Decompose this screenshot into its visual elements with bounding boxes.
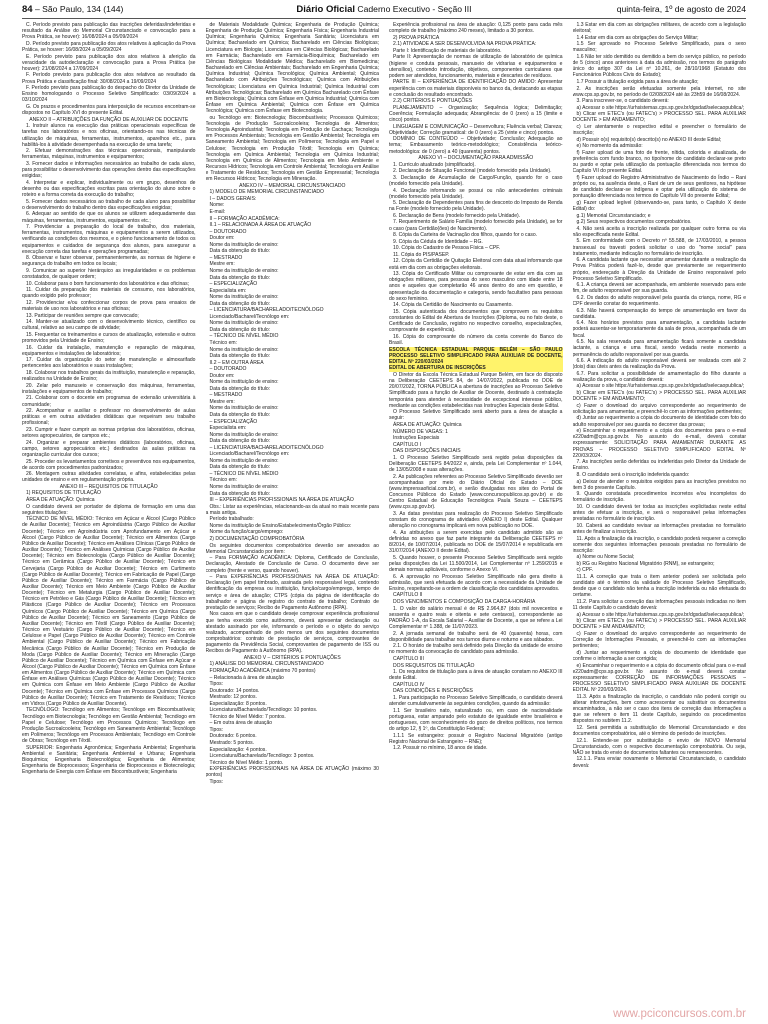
paragraph: d) Juntar ao requerimento a cópia do documento de identidade com foto do adulto responsável por seu guarda no decorrer das provas; [572, 415, 746, 428]
section-heading: ANEXO VI – DOCUMENTAÇÃO PARA ADMISSÃO [418, 155, 534, 162]
paragraph: 2. Efetuar demonstrações das técnicas operacionais, manipulando ferramentas, máquinas, instrumentos e equipamentos; [22, 148, 196, 161]
paragraph: – TÉCNICO DE NÍVEL MÉDIO [209, 470, 279, 477]
publication-date: quinta-feira, 1º de agosto de 2024 [616, 4, 746, 14]
paragraph: 2) DOCUMENTAÇÃO COMPROBATÓRIA [209, 535, 305, 542]
paragraph: Data da obtenção do título: [209, 490, 271, 497]
paragraph: Nome da função/cargo/emprego: [209, 529, 284, 536]
paragraph: O Diretor da Escola Técnica Estadual Parque Belém, em face do disposto na Deliberação CEETEPS 84, de 14/07/2022, publicada no DOE de 20/07/2022, TORNA PÚBLICA a abertura de inscrições ao Processo Seletivo Simplificado para a função de Auxiliar de Docente, destinado à contratação temporária para atender à necessidade de excepcional interesse público, mediante as condições estabelecidas nas Instruções Especiais deste Edital. [389, 371, 563, 409]
paragraph: G. Os prazos e procedimentos para interposição de recursos encontram-se dispostos no Capítulo XVI do presente Edital. [22, 103, 196, 117]
paragraph: a) Acessar o site https://urhsistemas.cps.sp.gov.br/dgsdad/selecaopublica/; [576, 104, 745, 111]
paragraph: c) Ler atentamente o respectivo edital e preencher o formulário de inscrição; [572, 124, 746, 137]
paragraph: Licenciado/Bacharel/Tecnólogo em: [209, 313, 290, 320]
watermark: www.pciconcursos.com.br [613, 1008, 746, 1020]
paragraph: Licenciatura/Bacharelado/Tecnólogo: 3 pontos. [209, 753, 315, 760]
paragraph: Doutorado: 14 pontos. [209, 687, 260, 694]
paragraph: 7. Requerimento de Salário Família (modelo fornecido pela Unidade), se for o caso (para Certidão(ões) de Nascimento). [389, 219, 563, 232]
column-3 [389, 22, 563, 1012]
paragraph: DOS REQUISITOS DE TITULAÇÃO [393, 662, 475, 669]
paragraph: f) Fazer upload de uma foto de frente, nítida, colorida e atualizada, de preferência com fundo branco, no tipo/nome do candidato declarar-se preto ou pardo e optar pela utilização da pontuação diferenciada nos termos do Capítulo VII do presente Edital. [572, 149, 746, 175]
paragraph: Doutor em: [209, 235, 235, 242]
paragraph: Doutorado: 6 pontos. [209, 733, 257, 740]
paragraph: – MESTRADO [209, 254, 243, 261]
paragraph: Data da obtenção do título: [209, 464, 271, 471]
paragraph: e) Encaminhar o requerimento e a cópia do documento oficial para o e-mail e220adm@cps.sp.gov.br. No assunto do e-mail deverá constar expressamente: CORREÇÃO DE INFORMAÇÕES PESSOAIS – PROCESSO SELETIVO SIMPLIFICADO PARA AUXILIAR DE DOCENTE EDITAL Nº 220/03/2024. [572, 662, 746, 694]
paragraph: Data da obtenção do título: [209, 438, 271, 445]
column-4 [573, 22, 747, 1012]
paragraph: b) Clicar em ETEC's (ou FATEC's) > PROCESSO SEL. PARA AUXILIAR DOCENTE > EM ANDAMENTO; [572, 390, 746, 403]
paragraph: 2.1) ATIVIDADE A SER DESENVOLVIDA NA PROVA PRÁTICA: [393, 41, 537, 48]
paragraph: 7. Providenciar a preparação do local de trabalho, dos materiais, ferramentas, instrumentos, máquinas e equipamentos a serem utilizados, verificando as condições dos mesmos, e o pleno funcionamento de todos os equipamentos e cuidados de segurança dos alunos, para assegurar a execução correta das tarefas e operações programadas; [22, 224, 196, 255]
paragraph: – TÉCNICO DE NÍVEL MÉDIO [209, 333, 279, 340]
paragraph: Nome: [209, 202, 225, 209]
paragraph: 9. Quando constatada procedimentos incorretos e/ou incompletos do formulário de inscrição. [572, 491, 746, 504]
paragraph: 11. Cuidar da preparação dos materiais de consumo, nos laboratórios, quando exigido pelo professor; [22, 287, 196, 300]
paragraph: Nos casos em que o candidato deseje comprovar experiência profissional que tenha exercido como autônomo, deverá apresentar declaração ou atestado assinado por ele, informando o período e o objeto do serviço realizado, acompanhado de pelo menos um dos seguintes documentos comprobatórios: contrato de prestação de serviços, comprovantes de pagamento da Previdência Social, comprovantes de pagamento de ISS ou Recibos de Pagamento à Autônomo (RPA). [205, 611, 379, 655]
paragraph: – Para EXPERIÊNCIAS PROFISSIONAIS NA ÁREA DE ATUAÇÃO: Declaração (em papel timbrado, assinada pelo responsável legal, contendo identificação da empresa ou instituição, função/cargo/emprego, tempo de serviço e área de atuação; CTPS (cópia da página de identificação do trabalhador e página de registro do contrato de trabalho; Contrato de prestação de serviços; Recibo de Pagamento Autônomo (RPA). [205, 574, 379, 611]
paragraph: Data da obtenção do título: [209, 300, 271, 307]
paragraph: CAPÍTULO IV [393, 681, 425, 688]
paragraph: 1.1.1 Se estrangeiro: possuir o Registro Nacional Migratório (antigo Registro Nacional de Estrangeiro – RNE); [389, 732, 563, 745]
paragraph: Nome da instituição de ensino: [209, 484, 279, 490]
paragraph: 6.1. A criança deverá ser acompanhada, em ambiente reservado para este fim, de adulto responsável por sua guarda. [572, 282, 746, 295]
paragraph: 3. As datas previstas para realização do Processo Seletivo Simplificado constam do cronograma de atividades (ANEXO I) deste Edital. Qualquer alteração no cronograma implicará em nova publicação no DOE. [389, 510, 563, 530]
paragraph: 1) MODELO DE MEMORIAL CIRCUNSTANCIADO [209, 189, 324, 196]
paragraph: Os seguintes documentos comprobatórios deverão ser anexados ao Memorial Circunstanciado por item: [205, 542, 379, 555]
paragraph: Nome da instituição de ensino: [209, 346, 279, 353]
paragraph: III – EXPERIÊNCIAS PROFISSIONAIS NA ÁREA DE ATUAÇÃO [209, 497, 354, 504]
paragraph: Nome da instituição de Ensino/Estabelecimento/Órgão Público: [209, 522, 352, 529]
paragraph: 4. Não será aceita a inscrição realizada por qualquer outro forma ou via não especificada neste Edital. [572, 225, 746, 238]
paragraph: Parte I: Identificação de materiais de laboratório. [393, 47, 502, 54]
paragraph: 15. Cópia autenticada dos documentos que comprovem os requisitos constantes do Edital de Abertura de Inscrições (Diploma, ou no fato deste, o Certificado de Conclusão, registro no respectivo conselho, especializações, comprovante de experiência). [389, 308, 563, 334]
paragraph: Técnico de Nível Médio: 1 ponto. [209, 759, 284, 766]
paragraph: TÉCNICO DE NÍVEL MÉDIO: Técnico em Açúcar e Álcool (Cargo Público de Auxiliar Docente); Técnico em Agroindústria (Cargo Público de Auxiliar Docente); Técnico em Agroindústria com Aprofundamento em Açúcar e Álcool (Cargo Público de Auxiliar Docente); Técnico em Alimentos (Cargo Público de Auxiliar Docente); Técnico em Análises Clínicas (Cargo Público de Auxiliar Docente); Técnico em Análises Químicas (Cargo Público de Auxiliar Docente); Técnico em Biotecnologia (Cargo Público de Auxiliar Docente); Técnico em Cerâmica (Cargo Público de Auxiliar Docente); Técnico em Cervejaria (Cargo Público de Auxiliar Docente); Técnico em Curtimento (Cargo Público de Auxiliar Docente); Técnico em Fabricação de Papel (Cargo Público de Auxiliar Docente); Técnico em Farmácia (Cargo Público de Auxiliar Docente); Técnico em Meio Ambiente (Cargo Público de Auxiliar Docente); Técnico em Metalurgia (Cargo Público de Auxiliar Docente); Técnico em Petróleo e Gás (Cargo Público de Auxiliar Docente); Técnico em Plásticos (Cargo Público de Auxiliar Docente); Técnico em Processos Químicos (Cargo Público de Auxiliar Docente); Técnico em Química (Cargo Público de Auxiliar Docente); Técnico em Saneamento (Cargo Público de Auxiliar Docente); Técnico em Têxtil (Cargo Público de Auxiliar Docente); Técnico em Vestuário (Cargo Público de Auxiliar Docente); Técnico em Celulose e Papel (Cargo Público de Auxiliar Docente); Técnico em Controle Ambiental (Cargo Público de Auxiliar Docente); Técnico em Fabricação Mecânica (Cargo Público de Auxiliar Docente); Técnico em Produção de Moda (Cargo Público de Auxiliar Docente); Técnico em Mineração (Cargo Público de Auxiliar Docente); Técnico em Química com Ênfase em Açúcar e Álcool (Cargo Público de Auxiliar Docente); Técnico em Química com Ênfase em Alimentos (Cargo Público de Auxiliar Docente); Técnico em Química com Ênfase em Análises Químicas (Cargo Público de Auxiliar Docente); Técnico em Química com Ênfase em Meio Ambiente (Cargo Público de Auxiliar Docente); Técnico em Química com Ênfase em Processos Químicos (Cargo Público de Auxiliar Docente); Técnico em Tratamento de Resíduos; Técnico em Vidros (Cargo Público de Auxiliar Docente). [22, 516, 196, 707]
paragraph: CAPÍTULO III [393, 655, 424, 662]
paragraph: 4. As atribuições a serem exercidas pelo candidato admitido são as definidas no anexo que faz parte integrante da Deliberação CEETEPS nº 8/2014, de 10/07/2014, publicada no DOE de 15/07/2014 e republicada em 31/07/2014 (ANEXO II deste Edital). [389, 529, 563, 555]
paragraph: 6.7. Para solicitar a possibilidade de amamentação do filho durante a realização da prova, o candidato deverá: [572, 370, 746, 383]
paragraph: 12. Será permitida a substituição do Memorial Circunstanciado e dos documentos comprobatórios, até o término do período de inscrições. [572, 724, 746, 738]
paragraph: 10. Cópia do Cadastro de Pessoa Física – CPF. [393, 245, 501, 252]
paragraph: F. Período previsto para publicação dos atos relativos ao resultado da Prova Prática e classificação final: 30/08/2024 a 19/09/2024 [22, 72, 196, 85]
paragraph: NÚMERO DE VAGAS: 1 [393, 428, 448, 435]
paragraph: c) CPF. [576, 567, 594, 574]
paragraph: de Materiais Modalidade Química; Engenharia de Produção Química; Engenharia de Produção Química; Engenharia Física; Engenharia Industrial Química; Engenharia Química; Engenharia Sanitária; Licenciatura em Química; Bacharelado em Química; Bacharelado em Ciências Biológicas; Licenciatura em Biologia; Licenciatura em Ciências Biológicas; Bacharelado em Farmácia; Bacharelado em Farmácia-Bioquímica; Bacharelado em Ciências Biológicas Modalidade Médica; Bacharelado em Biomedicina; Bacharelado em Ciências Ambientais; Bacharelado em Engenharia Química; Química Industrial; Química Tecnológica; Química Ambiental; Química Bacharelado com Atribuições Tecnológicas; Química com Atribuições Tecnológicas; Licenciatura em Química Industrial; Química Industrial com Atribuições Tecnológicas; Bacharelado em Química Bacharelado com Ênfase em Biotecnologia; Química com Ênfase em Química Industrial; Química com Ênfase em Química Ambiental; Química com Ênfase em Química Tecnológica; Química com Ênfase em Biotecnologia. [205, 22, 379, 115]
paragraph: 8. O candidato será o inscrição indeferida quando: [576, 471, 690, 478]
paragraph: 8. Observar e fazer observar, permanentemente, as normas de higiene e segurança do trabalho em todos os locais; [22, 255, 196, 268]
paragraph: CAPÍTULO I [393, 441, 422, 448]
paragraph: 11. Após a finalização da inscrição, o candidato poderá requerer a correção somente dos seguintes informações pessoais prestadas no formulário de inscrição: [572, 535, 746, 554]
journal-title: Diário Oficial [296, 4, 356, 15]
paragraph: Nome da instituição de ensino: [209, 294, 279, 301]
paragraph: g.2) Seus respectivos documentos comprobatórios. [576, 219, 692, 226]
paragraph: ÁREA DE ATUAÇÃO: Química [26, 497, 95, 503]
paragraph: c) Fazer o download do arquivo correspondente ao requerimento de Correção de Informações Pessoais, e preenchê-lo com as informações pertinentes; [572, 630, 746, 650]
paragraph: 1) ANÁLISE DO MEMORIAL CIRCUNSTANCIADO [209, 661, 324, 668]
paragraph: D. Período previsto para publicação dos atos relativos à aplicação da Prova Prática, se houver: 16/08/2024 a 05/09/2024 [22, 40, 196, 54]
paragraph: 18. Colaborar nos trabalhos gerais da instituição, manutenção e reparação, realizados na Unidade de Ensino; [22, 369, 196, 383]
paragraph: Tipos: [209, 778, 224, 785]
paragraph: Parte II: Apresentação de normas de utilização de laboratório de química (higiene e conduta pessoais, manuseio de vidrarias e equipamentos e utensílios), contendo introdução, objetivos, componentes curriculares que podem ser atendidos, funcionamento, materiais e descartes de resíduos. [389, 54, 563, 79]
paragraph: SUPERIOR: Engenharia Agronômica; Engenharia Ambiental; Engenharia Ambiental e Sanitária; Engenharia Ambiental e Urbana; Engenharia Bioquímica; Engenharia Biotecnológica; Engenharia de Alimentos; Engenharia de Bioprocessos; Engenharia de Bioprocessos e Biotecnologia; Engenharia de Energia com Ênfase em Biocombustíveis; Engenharia [22, 744, 196, 776]
paragraph: 2. Declaração de Situação Funcional (modelo fornecido pela Unidade). [393, 168, 552, 175]
paragraph: PLANEJAMENTO – Organização; Sequência lógica; Delimitação; Coerência; Formulação adequada; Abrangência: de 0 (zero) a 15 (limite e cinco) pontos. [389, 104, 563, 124]
paragraph: 1.3 Estar em dia com as obrigações militares, de acordo com a legislação eleitoral; [572, 22, 746, 35]
paragraph: g) Fazer upload legível (observando-se, para tanto, o Capítulo X deste Edital) do: [572, 199, 746, 212]
paragraph: 1.6 Não ter sido demitido ou demitido a bem do serviço público, no período de 5 (cinco) anos anteriores à data da admissão, nos termos do parágrafo único do artigo 307 da Lei nº 10.261, de 28/10/1968 (Estatuto dos Funcionários Públicos Civis do Estado); [572, 53, 746, 79]
paragraph: 5. Fornecer dados necessários ao trabalho de cada aluno para possibilitar o desenvolvimento do trabalho dentro das especificações exigidas; [22, 198, 196, 211]
paragraph: 11.1. A correção que trata o item anterior poderá ser solicitada pelo candidato até o término da validade do Processo Seletivo Simplificado, desde que o candidato não tenha a inscrição indeferida ou não efetuada do certame. [572, 574, 746, 599]
page-header [22, 4, 746, 19]
text-columns [22, 22, 746, 1012]
paragraph: Data da obtenção do título: [209, 274, 271, 281]
section-heading: ANEXO III – REQUISITOS DE TITULAÇÃO [59, 483, 158, 490]
paragraph: Obs.: Listar as experiências, relacionando-as da atual no mais recente para a mais antiga. [205, 503, 379, 516]
paragraph: Técnico em: [209, 339, 237, 346]
paragraph: 2. A jornada semanal de trabalho será de 40 (quarenta) horas, com disponibilidade para trabalhar nos turnos diurno e noturno e aos sábados. [389, 630, 563, 643]
paragraph: – Em outra área de atuação [209, 720, 273, 727]
paragraph: 21. Colaborar com o docente em programas de extensão universitária à comunidade; [22, 395, 196, 408]
paragraph: I – DADOS GERAIS: [209, 195, 257, 202]
paragraph: Técnico em: [209, 477, 237, 484]
paragraph: Nome da instituição de ensino: [209, 405, 279, 412]
paragraph: Mestre em: [209, 398, 235, 405]
paragraph: Licenciado/Bacharel/Tecnólogo em: [209, 451, 290, 458]
page-number: 84 [22, 4, 33, 15]
paragraph: 1. Para participação no Processo Seletivo Simplificado, o candidato deverá atender cumulativamente às seguintes condições, quando da admissão: [389, 694, 563, 708]
paragraph: Data da obtenção do título: [209, 411, 271, 418]
paragraph: DAS DISPOSIÇÕES INICIAIS [393, 448, 461, 455]
paragraph: 14. Manter-se atualizado com o desenvolvimento técnico, científico ou cultural, relativo ao seu campo de atividade; [22, 319, 196, 332]
paragraph: 17. Cuidar da organização do setor de manutenção e almoxarifado pertencentes aos laboratórios e suas instalações; [22, 357, 196, 370]
paragraph: Doutor em: [209, 372, 235, 379]
journal-section: Caderno Executivo - Seção III [357, 4, 472, 14]
paragraph: a) Acessar o site https://urhsistemas.cps.sp.gov.br/dgsdad/selecaopublica/; [576, 383, 745, 390]
paragraph: Nome da instituição de ensino: [209, 379, 279, 386]
paragraph: g.1) Memorial Circunstanciado; e [576, 212, 651, 219]
paragraph: Data da obtenção do título: [209, 248, 271, 255]
paragraph: 12. Cópia da Certidão de Quitação Eleitoral com data atual informando que está em dia com as obrigações eleitorais. [389, 258, 563, 271]
paragraph: Mestrado: 12 pontos. [209, 694, 257, 701]
section-heading: ANEXO V – CRITÉRIOS E PONTUAÇÕES [243, 654, 341, 661]
paragraph: Nome da instituição de ensino: [209, 457, 279, 464]
paragraph: a) Deixar de atender o requisitos exigidos para as inscrições previstos no item 3 do presente Capítulo. [572, 478, 746, 491]
paragraph: 12. Providenciar e/ou confeccionar corpos de prova para ensaios de materiais de uso nos laboratórios e nas oficinas; [22, 299, 196, 313]
paragraph: Nome da instituição de ensino: [209, 431, 279, 438]
section-heading: ANEXO IV – MEMORIAL CIRCUNSTANCIADO [239, 182, 346, 189]
paragraph: 1. Instruir alunos na execução das práticas operacionais específicas de tarefas nos laboratórios e nos oficinas, orientando-os nas técnicas de utilização de máquinas, ferramentas, instrumentos, aparelhos etc., para habilitá-los à atividade desempenhada na execução de uma tarefa; [22, 123, 196, 148]
paragraph: DOMÍNIO DE CONTEÚDO – Objetividade; Conclusão; Adequação ao tema; Embasamento teórico-metodológico; Consistência teórico-metodológica: de 0 (zero) a 40 (quarenta) pontos. [389, 136, 563, 155]
paragraph: 1. Os requisitos de titulação para a área de atuação constam no ANEXO III deste Edital. [389, 669, 563, 682]
paragraph: 8. Cópia da Carteira de Vacinação dos filhos, quando for o caso. [393, 232, 538, 239]
paragraph: – Para FORMAÇÃO ACADÊMICA: Diploma, Certificado de Conclusão, Declaração, Atestado de Conclusão de Curso. O documento deve ser completo (frente e verso, quando houver). [205, 555, 379, 574]
paragraph: c) Fazer o download do arquivo correspondente ao requerimento de solicitação para amamentar, e preenchê-lo com as informações pertinentes; [572, 402, 746, 415]
paragraph: 3. Para inscrever-se, o candidato deverá: [576, 98, 669, 105]
paragraph: 2. As publicações referentes ao Processo Seletivo Simplificado deverão ser acompanhadas por meio do Diário Oficial do Estado – DOE (www.imprensaoficial.com.br), e serão divulgadas nos sites do Portal de Concursos Públicos do Estado (www.concursopublicos.sp.gov.br) e do Centro Estadual de Educação Tecnológica Paula Souza – CEETEPS (www.cps.sp.gov.br). [389, 473, 563, 511]
paragraph: 13. Participar de reuniões sempre que convocado; [26, 312, 139, 319]
paragraph: Nome da instituição de ensino: [209, 241, 279, 248]
paragraph: II.2 – EM OUTRA ÁREA [209, 359, 264, 366]
paragraph: 6.2. Os dados do adulto responsável pela guarda da criança, nome, RG e CPF deverão constar do requerimento. [572, 294, 746, 308]
paragraph: e) No momento da admissão: [576, 143, 643, 150]
paragraph: EXPERIÊNCIAS PROFISSIONAIS NA ÁREA DE ATUAÇÃO (máximo 30 pontos) [205, 766, 379, 779]
paragraph: e) Encaminhar o requerimento e a cópia dos documentos para o e-mail e220adm@cps.sp.gov.br. No assunto do e-mail, deverá constar expressamente: SOLICITAÇÃO PARA AMAMENTAR DURANTE AS PROVAS – PROCESSO SELETIVO SIMPLIFICADO EDITAL Nº 220/03/2024. [572, 428, 746, 459]
paragraph: TECNÓLOGO: Tecnólogo em Alimentos; Tecnólogo em Biocombustíveis; Tecnólogo em Biotecnologia; Tecnólogo em Gestão Ambiental; Tecnólogo em Papel e Celulose; Tecnólogo em Processos Químicos; Tecnólogo em Produção Sucroalcooleira; Tecnólogo em Saneamento Ambiental; Tecnólogo em Polímeros; Tecnólogo em Processos Ambientais; Tecnólogo em Controle de Obras; Tecnólogo em Têxtil. [22, 707, 196, 745]
paragraph: b) Clicar em ETEC's (ou FATEC's) > PROCESSO SEL. PARA AUXILIAR DOCENTE > EM ANDAMENTO; [572, 618, 746, 631]
paragraph: II – FORMAÇÃO ACADÊMICA: [209, 215, 280, 222]
paragraph: Mestrado: 5 pontos. [209, 740, 255, 747]
paragraph: a) Nome ou Nome Social; [576, 554, 635, 561]
paragraph: F. Período previsto para publicação do despacho do Diretor da Unidade de Ensino homologando o Processo Seletivo Simplificado: 03/09/2024 a 03/10/2024 [22, 85, 196, 104]
paragraph: II.1 – RELACIONADA À ÁREA DE ATUAÇÃO [209, 222, 312, 229]
paragraph: – LICENCIATURA/BACHARELADO/TECNÓLOGO [209, 307, 324, 314]
paragraph: d) Juntar ao requerimento a cópia do documento de identidade que confirme o informação a ser corrigida; [572, 649, 746, 662]
paragraph: 10. Caberá ao candidato revisar as informações prestadas no formulário antes de finalizar a inscrição. [572, 522, 746, 535]
paragraph: 14. Cópia da Certidão de Nascimento ou Casamento. [393, 302, 513, 309]
paragraph: 6. Declaração de Bens (modelo fornecido pela Unidade). [393, 212, 521, 219]
paragraph: 25. Proceder os levantamentos corretivos e preventivos nos equipamentos, de acordo com procedimentos padronizados; [22, 458, 196, 471]
paragraph: 12.1. Entende-se por substituição o envio de NOVO Memorial Circunstanciado, com o respectivo documentação comprobatória. Ou seja, NÃO se trata do envio de documentos faltantes ou remanescentes. [572, 737, 746, 756]
paragraph: 4. Interpretar e explicar, individualmente ou em grupo, desenhos de desenho ou das especificações escritas para orientação do aluno sobre o roteiro e a forma correta da execução do trabalho; [22, 179, 196, 199]
paragraph: 11. Cópia do PIS/PASEP. [393, 251, 450, 258]
paragraph: DOS VENCIMENTOS E COMPOSIÇÃO DA CARGA-HORÁRIA [393, 599, 536, 606]
paragraph: Período trabalhado: [209, 516, 254, 523]
paragraph: 6. A aprovação no Processo Seletivo Simplificado não gera direito à admissão, que será efetuada de acordo com a necessidade da Unidade de Ensino, respeitando-se a ordem de classificação dos candidatos aprovados. [389, 573, 563, 592]
paragraph: 6.5. Na sala reservada para amamentação ficará somente a candidata lactante, a criança e uma fiscal, sendo vedada neste momento a permanência do adulto responsável por sua guarda. [572, 339, 746, 358]
paragraph: 1) REQUISITOS DE TITULAÇÃO [26, 490, 101, 497]
paragraph: d) Possuir o(s) requisito(s) descrito(s) no ANEXO III deste Edital; [576, 136, 722, 143]
paragraph: 6.4. Nos horários previstos para amamentação, a candidata lactante poderá ausentar-se temporariamente da sala de prova, acompanhada de um fiscal. [572, 320, 746, 339]
paragraph: FORMAÇÃO ACADÊMICA (máximo 70 pontos) [209, 668, 316, 674]
paragraph: 2) PROVA PRÁTICA [393, 34, 440, 41]
paragraph: Nome da instituição de ensino: [209, 320, 279, 327]
paragraph: 24. Organizar e preparar ambientes didáticos (laboratórios, oficinas, campo, setores agropecuários etc.) destinados às aulas práticas na organização curricular dos cursos; [22, 439, 196, 458]
paragraph: 1.7 Possuir a titulação exigida para a área de atuação; [576, 78, 699, 85]
paragraph: 1.5 Ser aprovado no Processo Seletivo Simplificado, para o sexo masculino; [572, 41, 746, 54]
paragraph: Nome da instituição de ensino: [209, 267, 279, 274]
paragraph: Especialista em: [209, 287, 247, 294]
paragraph: 2.2) CRITÉRIOS E PONTUAÇÕES [393, 98, 473, 105]
paragraph: 2. As inscrições serão efetuadas somente pela internet, no site www.cps.sp.gov.br, no período de 02/08/2024 até às 23h59 de 16/08/2024. [572, 85, 746, 98]
paragraph: 11.2. Para solicitar a correção das informações pessoais indicadas no item 11 deste Capítulo o candidato deverá: [572, 599, 746, 612]
paragraph: – Relacionada à área de atuação [209, 674, 284, 681]
paragraph: ou Tecnólogo em: Biotecnologia; Biocombustíveis; Processos Químicos; Tecnologia de Produção Sucroalcooleira; Tecnologia de Alimentos; Tecnologia Agroindustrial; Tecnologia em Produção de Cachaça; Tecnologia em Processos Ambientais; Tecnologia em Gestão Ambiental; Tecnologia em Saneamento Ambiental; Tecnologia em Polímeros; Tecnologia em Papel e Celulose; Tecnologia em Produção Têxtil; Tecnologia em Química; Tecnologia em Química Ambiental; Tecnologia em Química Industrial; Tecnologia em Química de Alimentos; Tecnologia em Meio Ambiente e Recursos Hídricos; Tecnologia em Controle Ambiental; Tecnologia em Análise e Tratamento de Resíduos; Tecnologia em Gestão Empresarial; Tecnologia em Recursos Hídricos; Tecnologia em Mineração. [205, 114, 379, 183]
paragraph: Data da obtenção do título: [209, 326, 271, 333]
paragraph: 5. Quando houver, o presente Processo Seletivo Simplificado será regido pelas disposições da Lei 11.500/2014, Lei Complementar nº 1.259/2015 e demais normas aplicáveis, conforme o Anexo VI. [389, 554, 563, 574]
paragraph: 20. Zelar pelo manuseio e conservação dos máquinas, ferramentas, instalações e equipamentos de trabalho; [22, 382, 196, 395]
paragraph: – DOUTORADO [209, 228, 247, 235]
paragraph: CAPÍTULO II [393, 592, 423, 599]
paragraph: 9. Comunicar ao superior hierárquico as irregularidades e os problemas constatados, de qualquer ordem; [22, 267, 196, 281]
paragraph: 10. Colaborar para o bom funcionamento dos laboratórios e das oficinas; [26, 280, 189, 287]
paragraph: 2.1. O horário de trabalho será definido pela Direção da unidade de ensino no momento da convocação do candidato para admissão. [389, 643, 563, 656]
paragraph: a) Acessar o site https://urhsistemas.cps.sp.gov.br/dgsdad/selecaopublica/; [576, 611, 745, 618]
paragraph: 15. Frequentar os treinamentos e cursos de atualização, extensão e outros promovidos pela Unidade de Ensino; [22, 331, 196, 345]
paragraph: LINGUAGEM E COMUNICAÇÃO – Desenvoltura; Fluência verbal; Clareza; Objetividade; Correção gramatical: de 0 (zero) a 25 (vinte e cinco) pontos. [389, 123, 563, 136]
paragraph: – LICENCIATURA/BACHARELADO/TECNÓLOGO [209, 444, 324, 451]
paragraph: ÁREA DE ATUAÇÃO: Química [393, 421, 462, 428]
paragraph: 16. Cuidar da instalação, manutenção e reparação de máquinas, equipamentos e instalações de laboratórios; [22, 344, 196, 357]
paragraph: 11.3. Após a finalização da inscrição, o candidato não poderá corrigir ou alterar informações, bem como acrescentar ou substituir os documentos encaminhados, a não ser o caso dos itens de correção das informações a que se referem o item 11 deste Capítulo, seguindo os procedimentos dispostos no subitem 11.2. [572, 693, 746, 725]
paragraph: 3. Declaração de Acumulação de Cargo/Função, quando for o caso (modelo fornecido pela Unidade). [389, 174, 563, 187]
paragraph: 16. Cópia do comprovante do número da conta corrente do Banco do Brasil. [389, 333, 563, 346]
paragraph: 5. Declaração de Dependentes para fins de desconto do Imposto de Renda na Fonte (modelo fornecido pela Unidade). [389, 200, 563, 213]
paragraph: Mestre em: [209, 261, 235, 268]
paragraph: Tipos: [209, 726, 224, 733]
paragraph: 10. O candidato deverá ter todas as inscrições explicitadas neste edital antes de efetuar a inscrição, e será o responsável pelas informações prestadas no formulário de inscrição. [572, 503, 746, 523]
paragraph: – MESTRADO [209, 392, 243, 399]
paragraph: 12.1.1. Para enviar novamente o Memorial Circunstanciado, o candidato deverá: [572, 756, 746, 769]
paragraph: 4. Declaração informando se possui ou não antecedentes criminais (modelo fornecido pela Unidade). [389, 187, 563, 200]
paragraph: Especialização: 8 pontos. [209, 700, 267, 707]
paragraph: 26. Montagem outras atividades correlatas, e afins, estabelecidas pelas unidades de ensino e em regulamentação própria. [22, 471, 196, 484]
section-heading: ANEXO II – ATRIBUIÇÕES DA FUNÇÃO DE AUXILIAR DE DOCENTE [29, 116, 189, 123]
paragraph: – DOUTORADO [209, 366, 247, 373]
paragraph: Experiência profissional na área de atuação: 0,125 ponto para cada mês completo de trabalho (máximo 240 meses), limitado a 30 pontos. [389, 22, 563, 35]
paragraph: – ESPECIALIZAÇÃO [209, 281, 258, 288]
highlighted-heading: ESCOLA TÉCNICA ESTADUAL PARQUE BELÉM – SÃO PAULO PROCESSO SELETIVO SIMPLIFICADO PARA AUXILIAR DE DOCENTE, EDITAL Nº 220/03/2024 [389, 346, 563, 365]
paragraph: Instruções Especiais [393, 435, 440, 442]
paragraph: Especialista em: [209, 425, 247, 432]
paragraph: Tipos: [209, 681, 224, 688]
paragraph: f) Fazer upload do Registro Administrativo de Nascimento do Índio – Rani próprio ou, na ausência deste, o Rani de um de seus genitores, na hipótese de candidato declarar-se indígena e optar pela utilização do sistema de pontuação diferenciada nos termos do Capítulo VII do presente Edital; [572, 174, 746, 200]
column-1 [22, 22, 196, 1012]
paragraph: O Processo Seletivo Simplificado será aberto para a área de atuação a seguir: [389, 409, 563, 422]
paragraph: O candidato deverá ser portador de diploma de formação em uma das seguintes titulações: [22, 503, 196, 516]
paragraph: Data da obtenção do título: [209, 353, 271, 360]
paragraph: Licenciatura/Bacharelado/Tecnólogo: 10 pontos. [209, 707, 318, 714]
highlighted-heading: EDITAL DE ABERTURA DE INSCRIÇÕES [389, 365, 563, 371]
paragraph: 6. Adequar ao sentido de que os alunos se utilizem adequadamente das máquinas, ferramentas, instrumentos, equipamentos etc.; [22, 211, 196, 224]
paragraph: 1.2. Possuir no mínimo, 18 anos de idade. [393, 745, 488, 752]
paragraph: 1. Curriculo atualizado (simplificado). [393, 161, 476, 168]
paragraph: 7. As inscrições serão deferidas ou indeferidas pelo Diretor da Unidade de Ensino. [572, 459, 746, 472]
paragraph: Técnico de Nível Médio: 7 pontos. [209, 713, 286, 720]
paragraph: PARTE III – EXPERIÊNCIA DE IDENTIFICAÇÃO DO AMIDO: Apresentar experiência com os materiais disponíveis no banco da, destacando as etapas e conclusão do resultado encontrado. [389, 79, 563, 98]
paragraph: 5. Em conformidade com o Decreto nº 55.588, de 17/03/2010, a pessoa transexual ou travesti poderá solicitar o uso do "nome social" para tratamento, mediante indicação no formulário de inscrição. [572, 238, 746, 257]
paragraph: 1. O Processo Seletivo Simplificado será regido pelas disposições da Deliberação CEETEPS 84/2022 e, ainda, pela Lei Complementar nº 1.044, de 13/05/2008 e suas alterações. [389, 454, 563, 473]
location-edition: – São Paulo, 134 (144) [34, 4, 124, 14]
paragraph: 3. Fornecer dados e informações necessários ao trabalho de cada aluno, para possibilitar o desenvolvimento das operações dentro das especificações exigidas; [22, 160, 196, 180]
paragraph: 6.6. A indicação do adulto responsável deverá ser realizada com até 2 (dois) dias úteis antes da realização da Prova. [572, 358, 746, 371]
paragraph: Data da obtenção do título: [209, 385, 271, 392]
paragraph: E-mail: [209, 209, 226, 216]
paragraph: 1. O valor do salário mensal é de R$ 2.964,87 (dois mil novecentos e sessenta e quatro reais e oitenta e sete centavos), correspondente ao PADRÃO 1-A, da Escala Salarial – Auxiliar de Docente, a que se refere a Lei Complementar nº 1.388, de 11/07/2023. [389, 605, 563, 631]
paragraph: C. Período previsto para publicação das inscrições deferidas/indeferidas e resultado da Análise do Memorial Circunstanciado e convocação para a Prova Prática, se houver): 16/08/2024 a 05/09/2024 [22, 22, 196, 41]
paragraph: b) Clicar em ETEC's (ou FATEC's) > PROCESSO SEL. PARA AUXILIAR DOCENTE > EM ANDAMENTO; [572, 111, 746, 124]
paragraph: b) RG ou Registro Nacional Migratório (RNM), se estrangeiro; [576, 560, 715, 567]
paragraph: – ESPECIALIZAÇÃO [209, 418, 258, 425]
paragraph: 22. Acompanhar e auxiliar o professor no desenvolvimento de aulas práticas e em outras atividades didáticas que requeiram seu trabalho profissional; [22, 408, 196, 427]
paragraph: 1.1 Ser brasileiro nato, naturalizado ou, em caso de nacionalidade portuguesa, estar amparado pelo estatuto de igualdade entre brasileiros e portugueses, com reconhecimento do gozo de direitos políticos, nos termos do artigo 12, § 1º, da Constituição Federal; [389, 707, 563, 733]
paragraph: E. Período previsto para publicação dos atos relativos à aferição da veracidade da autodeclaração e convocação para a Prova Prática (se houver): 21/08/2024 a 17/09/2024 [22, 53, 196, 72]
paragraph: 23. Cumprir e fazer cumprir as normas próprias dos laboratórios, oficinas, setores agropecuários, de campos etc.; [22, 426, 196, 440]
paragraph: DAS CONDIÇÕES E INSCRIÇÕES [393, 688, 473, 695]
paragraph: 6.3. Não haverá compensação do tempo de amamentação em favor da candidata. [572, 307, 746, 320]
paragraph: Especialização: 4 pontos. [209, 746, 267, 753]
paragraph: 6. A candidata lactante que necessitar amamentar durante a realização da Prova Prática poderá fazê-lo, desde que previamente se requerimento próprio, endereçado à Direção da Unidade de Ensino responsável pelo Processo Seletivo Simplificado. [572, 257, 746, 282]
paragraph: 9. Cópia da Cédula de Identidade – RG. [393, 238, 483, 245]
paragraph: 13. Cópia do Certificado Militar ou comprovante de estar em dia com as obrigações militares, para pessoas do sexo masculino com idade entre 18 anos e aqueles que completarão 46 anos dentro do ano em questão, e apresentação da documentação e categoria, sendo facultativo para pessoas do sexo feminino. [389, 271, 563, 302]
column-2 [206, 22, 380, 1012]
paragraph: 1.4 Estar em dia com as obrigações do Serviço Militar; [576, 34, 699, 41]
